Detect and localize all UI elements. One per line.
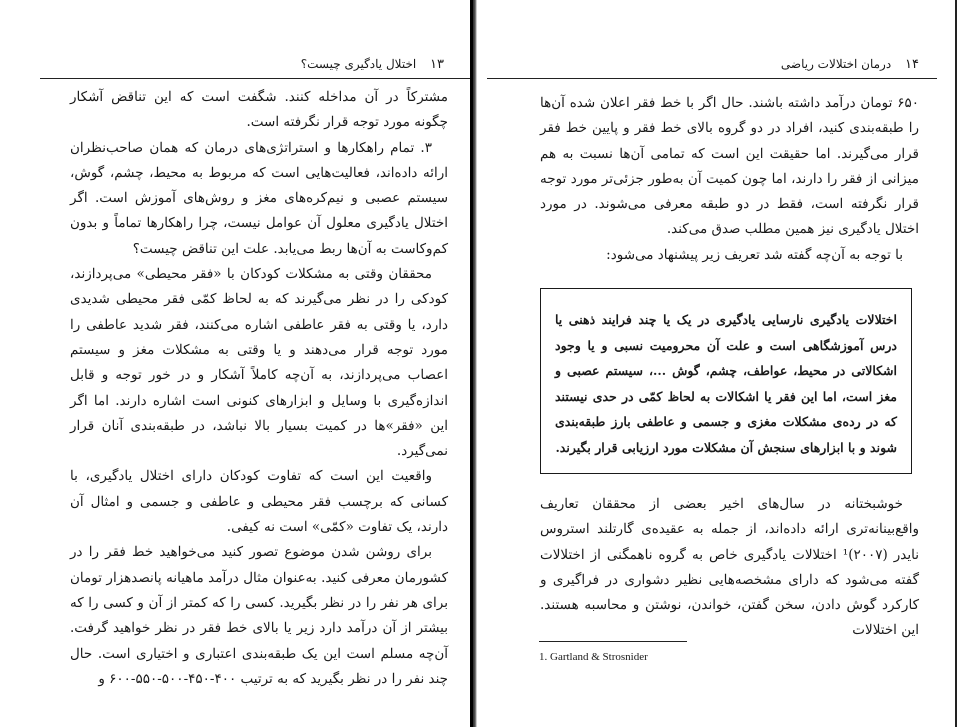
left-running-header — [70, 56, 444, 73]
left-page-number: ۱۳ — [430, 57, 444, 72]
left-paragraph: مشترکاً در آن مداخله کنند. شگفت است که این تناقض آشکار چگونه مورد توجه قرار نگرفته است. — [70, 89, 448, 131]
right-body-text-top — [540, 91, 919, 268]
left-header-title: اختلال یادگیری چیست؟ — [300, 57, 417, 71]
right-running-header — [540, 56, 919, 73]
right-header-title: درمان اختلالات ریاضی — [780, 57, 892, 71]
left-header-rule — [40, 78, 470, 79]
right-page-number: ۱۴ — [905, 57, 919, 72]
right-body-text-bottom — [540, 492, 919, 644]
footnote: 1. Gartland & Strosnider — [539, 651, 648, 663]
footnote-rule — [539, 641, 687, 642]
right-paragraph: خوشبختانه در سال‌های اخیر بعضی از محققان تعاریف واقع‌بینانه‌تری ارائه داده‌اند، از جمله به عقیده‌ی گارتلند استروس نایدر (۲۰۰۷)¹ اختلالات یادگیری خاص به گروه ناهمگنی از اختلالات گفته می‌شود که دارای مشخصه‌هایی نظیر دشواری در فراگیری و کارکرد گوش دادن، سخن گفتن، خواندن، نوشتن و محاسبه هستند. این اختلالات — [540, 496, 919, 639]
right-paragraph: با توجه به آن‌چه گفته شد تعریف زیر پیشنهاد می‌شود: — [606, 246, 903, 263]
definition-box — [540, 288, 912, 474]
book-gutter — [470, 0, 477, 727]
left-paragraph: واقعیت این است که تفاوت کودکان دارای اختلال یادگیری، با کسانی که برچسب فقر محیطی و عاطفی و جسمی و امثال آن دارند، یک تفاوت «کمّی» است نه کیفی. — [70, 468, 448, 536]
right-page — [477, 0, 957, 727]
right-header-rule — [487, 78, 937, 79]
definition-text: اختلالات یادگیری نارسایی یادگیری در یک یا چند فرایند ذهنی یا درس آموزشگاهی است و علت آن محرومیت نسبی و یا وجود اشکالاتی در محیط، عواطف، چشم، گوش ...، سیستم عصبی و مغز است، اما این فقر یا اشکالات به لحاظ کمّی در حدی نیستند که در رده‌ی مشکلات مغزی و جسمی و عاطفی بارز طبقه‌بندی شوند و با ابزارهای سنجش آن مشکلات مورد ارزیابی قرار بگیرند. — [555, 312, 897, 455]
left-paragraph: محققان وقتی به مشکلات کودکان با «فقر محیطی» می‌پردازند، کودکی را در نظر می‌گیرند که به لحاظ کمّی فقر محیطی شدیدی دارد، یا وقتی به فقر عاطفی اشاره می‌کنند، فقر شدید عاطفی را مورد توجه قرار می‌دهند و یا وقتی به مشکلات مغز و سیستم اعصاب می‌پردازند، به آن‌چه کاملاً آشکار و در خور توجه و قابل اندازه‌گیری با وسایل و ابزارهای کنونی است اشاره دارند. اما اگر این «فقر»ها در کمیت بسیار بالا نباشد، در طبقه‌بندی آنان قرار نمی‌گیرد. — [70, 266, 448, 460]
left-body-text — [70, 85, 448, 692]
right-paragraph: ۶۵۰ تومان درآمد داشته باشند. حال اگر با خط فقر اعلان شده آن‌ها را طبقه‌بندی کنید، افراد در دو گروه بالای خط فقر و پایین خط فقر قرار می‌گیرند. اما حقیقت این است که تمامی آن‌ها نسبت به هم میزانی از فقر را دارند، اما چون کمیت آن به‌طور جزئی‌تر مورد توجه قرار نگرفته است، فقط در دو طبقه معرفی می‌شوند. در مورد اختلال یادگیری نیز همین مطلب صدق می‌کند. — [540, 95, 919, 238]
left-page — [0, 0, 470, 727]
left-paragraph: ۳. تمام راهکارها و استراتژی‌های درمان که همان صاحب‌نظران ارائه داده‌اند، فعالیت‌هایی است که مربوط به محیط، چشم، گوش، سیستم عصبی و نیم‌کره‌های مغز و روش‌های آموزش است. اگر اختلال یادگیری معلول آن عوامل نیست، چرا راهکارها تماماً و بدون کم‌وکاست به آن‌ها ربط می‌یابد. علت این تناقض چیست؟ — [70, 139, 448, 257]
left-paragraph: برای روشن شدن موضوع تصور کنید می‌خواهید خط فقر را در کشورمان معرفی کنید. به‌عنوان مثال درآمد ماهیانه پانصدهزار تومان برای هر نفر را در نظر بگیرید. کسی را که کمتر از آن و کسی را که بیشتر از آن درآمد دارد زیر یا بالای خط فقر در نظر خواهید گرفت. آن‌چه مسلم است این یک طبقه‌بندی اعتباری و اختیاری است. حال چند نفر را در نظر بگیرید که به ترتیب ۴۰۰-۴۵۰-۵۰۰-۵۵۰-۶۰۰ و — [70, 544, 448, 687]
